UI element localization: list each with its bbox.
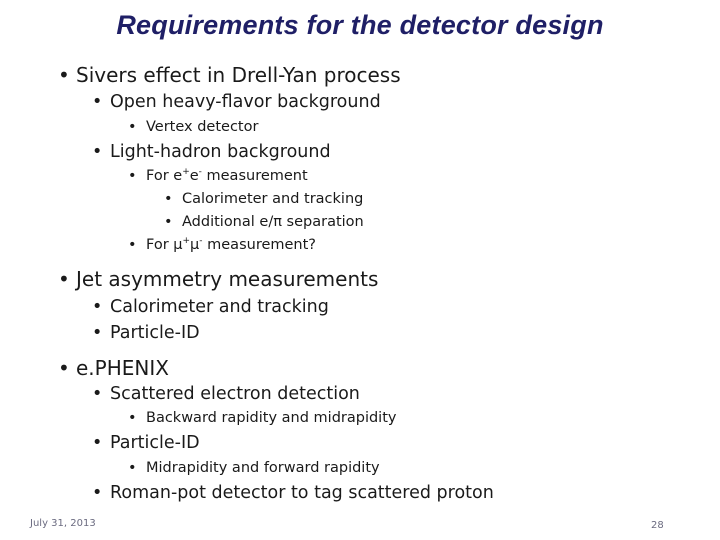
bullet-light-hadron: • Light-hadron background (92, 142, 331, 162)
bullet-glyph: • (92, 142, 103, 162)
bullet-particle-id-1: • Particle-ID (92, 323, 200, 343)
bullet-calorimeter-tracking-2: • Calorimeter and tracking (92, 297, 329, 317)
bullet-glyph: • (164, 214, 173, 230)
bullet-glyph: • (58, 63, 70, 87)
bullet-glyph: • (128, 237, 137, 253)
bullet-scattered-electron: • Scattered electron detection (92, 384, 360, 404)
bullet-glyph: • (92, 92, 103, 112)
bullet-vertex-detector: • Vertex detector (128, 119, 259, 135)
bullet-glyph: • (164, 191, 173, 207)
bullet-particle-id-2: • Particle-ID (92, 433, 200, 453)
bullet-glyph: • (92, 323, 103, 343)
bullet-backward-rapidity: • Backward rapidity and midrapidity (128, 410, 397, 426)
bullet-additional-separation: • Additional e/π separation (164, 214, 364, 230)
bullet-glyph: • (128, 460, 137, 476)
bullet-open-heavy-flavor: • Open heavy-flavor background (92, 92, 381, 112)
page-number: 28 (651, 520, 664, 531)
bullet-for-mumu: • For μ+μ- measurement? (128, 236, 316, 253)
footer-date: July 31, 2013 (30, 518, 96, 529)
bullet-midrapidity: • Midrapidity and forward rapidity (128, 460, 380, 476)
bullet-glyph: • (92, 433, 103, 453)
bullet-sivers: • Sivers effect in Drell-Yan process (58, 63, 401, 87)
bullet-glyph: • (92, 483, 103, 503)
bullet-glyph: • (92, 384, 103, 404)
bullet-ephenix: • e.PHENIX (58, 356, 169, 380)
slide-title: Requirements for the detector design (116, 10, 604, 40)
bullet-for-ee: • For e+e- measurement (128, 167, 308, 184)
bullet-glyph: • (128, 168, 137, 184)
bullet-calorimeter-tracking-1: • Calorimeter and tracking (164, 191, 364, 207)
bullet-glyph: • (128, 410, 137, 426)
bullet-jet-asymmetry: • Jet asymmetry measurements (58, 267, 379, 291)
bullet-glyph: • (58, 356, 70, 380)
bullet-glyph: • (92, 297, 103, 317)
bullet-glyph: • (128, 119, 137, 135)
bullet-roman-pot: • Roman-pot detector to tag scattered proton (92, 483, 494, 503)
bullet-glyph: • (58, 267, 70, 291)
